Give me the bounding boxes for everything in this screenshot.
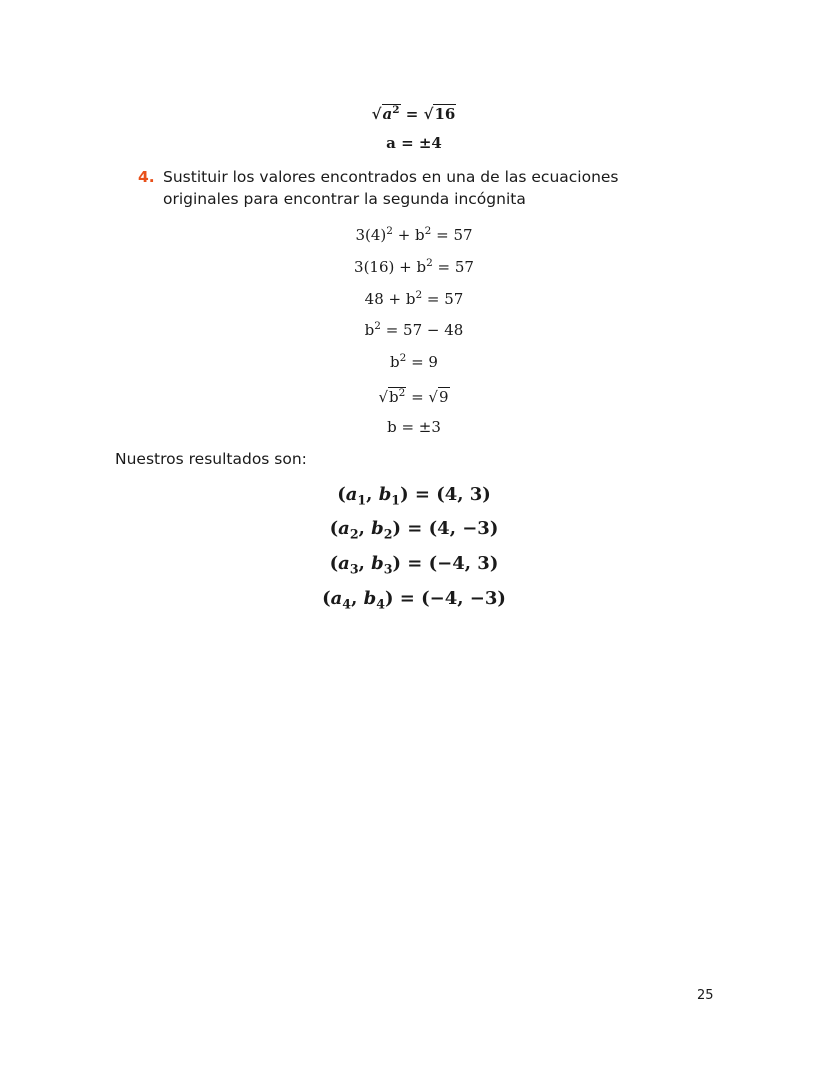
- result-pair-2: ($a_2$, $b_2) = (4$, −3): [329, 518, 499, 542]
- equation-b-result: b = ±3: [387, 418, 441, 436]
- result-pair-1: ($a_1$, $b_1) = (4$, 3): [337, 484, 491, 508]
- equation-sqrt-b: $√b^2 = √9$: [378, 387, 449, 406]
- equation-b-2: $3(16) + b^2 = 57$: [354, 257, 474, 276]
- step-number: 4.: [138, 168, 155, 186]
- results-label: Nuestros resultados son:: [115, 450, 307, 468]
- page-number: 25: [697, 988, 714, 1003]
- equation-a-result: a = ±4: [386, 134, 442, 152]
- equation-b-5: $b^2 = 9$: [390, 352, 438, 371]
- result-pair-4: ($a_4$, $b_4) = (-4$, −3): [322, 588, 506, 612]
- equation-b-1: $3(4)^2 + b^2 = 57$: [355, 225, 473, 244]
- equation-sqrt-a: $√a^2 = √16$: [371, 104, 456, 123]
- result-pair-3: ($a_3$, $b_3) = (-4$, 3): [329, 553, 499, 577]
- step-text: Sustituir los valores encontrados en una de las ecuaciones originales para encontrar la segunda incógnita: [163, 168, 619, 208]
- equation-b-3: $48 + b^2 = 57$: [364, 289, 464, 308]
- step-4: [138, 166, 698, 210]
- equation-b-4: $b^2 = 57 - 48$: [364, 320, 464, 339]
